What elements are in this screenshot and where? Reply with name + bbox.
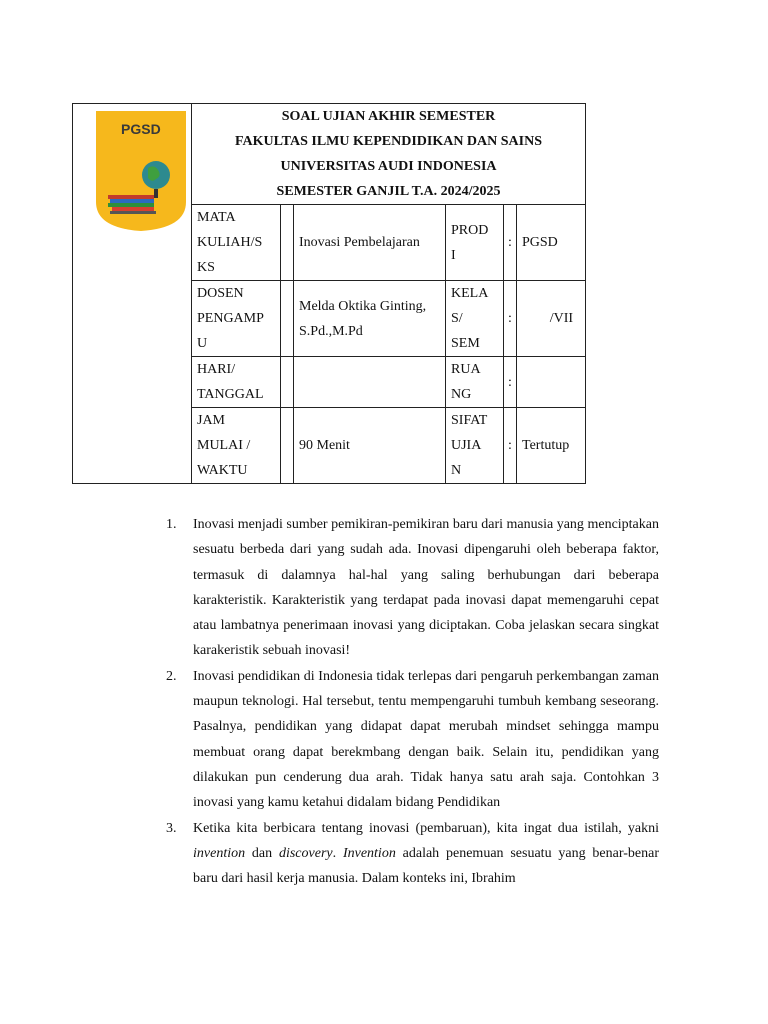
logo-cell xyxy=(73,104,192,484)
colon: : xyxy=(504,205,517,281)
label-kelas: KELA S/ SEM xyxy=(446,281,504,357)
colon: : xyxy=(504,281,517,357)
label-hari: HARI/ TANGGAL xyxy=(192,357,281,408)
colon-spacer xyxy=(281,408,294,484)
pgsd-logo xyxy=(94,110,188,231)
logo-text: PGSD xyxy=(121,121,161,137)
question-text: Inovasi pendidikan di Indonesia tidak terlepas dari pengaruh perkembangan zaman maupun teknologi. Hal tersebut, tentu mempengaruhi tumbuh kembang seseorang. Pasalnya, pendidikan yang didapat dapat merubah mindset sehingga mampu membuat orang dapat berekmbang dengan baik. Selain itu, pendidikan yang dilakukan pun cenderung dua arah. Tidak hanya satu arah saja. Contohkan 3 inovasi yang kamu ketahui didalam bidang Pendidikan xyxy=(193,668,659,811)
label-mata-kuliah: MATA KULIAH/S KS xyxy=(192,205,281,281)
value-prodi: PGSD xyxy=(517,205,586,281)
label-prodi: PROD I xyxy=(446,205,504,281)
colon-spacer xyxy=(281,357,294,408)
colon-spacer xyxy=(281,281,294,357)
value-dosen: Melda Oktika Ginting, S.Pd.,M.Pd xyxy=(294,281,446,357)
question-text: Ketika kita berbicara tentang inovasi (pembaruan), kita ingat dua istilah, yakni invention dan discovery. Invention adalah penemuan sesuatu yang benar-benar baru dari hasil kerja manusia. Dalam konteks ini, Ibrahim xyxy=(193,820,659,887)
value-sifat: Tertutup xyxy=(517,408,586,484)
value-mata-kuliah: Inovasi Pembelajaran xyxy=(294,205,446,281)
value-jam: 90 Menit xyxy=(294,408,446,484)
title-line-1: SOAL UJIAN AKHIR SEMESTER xyxy=(281,109,496,124)
label-dosen: DOSEN PENGAMP U xyxy=(192,281,281,357)
colon: : xyxy=(504,357,517,408)
value-kelas: /VII xyxy=(517,281,586,357)
question-item xyxy=(166,512,659,664)
label-jam: JAM MULAI / WAKTU xyxy=(192,408,281,484)
label-sifat: SIFAT UJIA N xyxy=(446,408,504,484)
question-number: 3. xyxy=(166,820,177,836)
question-number: 2. xyxy=(166,668,177,684)
value-ruang xyxy=(517,357,586,408)
exam-header-table xyxy=(72,103,586,484)
value-hari xyxy=(294,357,446,408)
title-line-3: UNIVERSITAS AUDI INDONESIA xyxy=(280,159,497,174)
title-line-2: FAKULTAS ILMU KEPENDIDIKAN DAN SAINS xyxy=(235,134,543,149)
title-line-4: SEMESTER GANJIL T.A. 2024/2025 xyxy=(276,184,501,199)
colon-spacer xyxy=(281,205,294,281)
question-list xyxy=(166,512,659,891)
question-number: 1. xyxy=(166,517,177,532)
question-item xyxy=(166,664,659,816)
question-text: Inovasi menjadi sumber pemikiran-pemikiran baru dari manusia yang menciptakan sesuatu berbeda dari yang sudah ada. Inovasi dipengaruhi oleh beberapa faktor, termasuk di dalamnya hal-hal yang saling berhubungan dari beberapa karakteristik. Karakteristik yang terdapat pada inovasi dapat memengaruhi cepat atau lambatnya penerimaan inovasi yang diciptakan. Coba jelaskan secara singkat karakeristik sebuah inovasi! xyxy=(193,517,659,659)
question-item xyxy=(166,816,659,892)
colon: : xyxy=(504,408,517,484)
exam-title xyxy=(192,104,586,205)
label-ruang: RUA NG xyxy=(446,357,504,408)
